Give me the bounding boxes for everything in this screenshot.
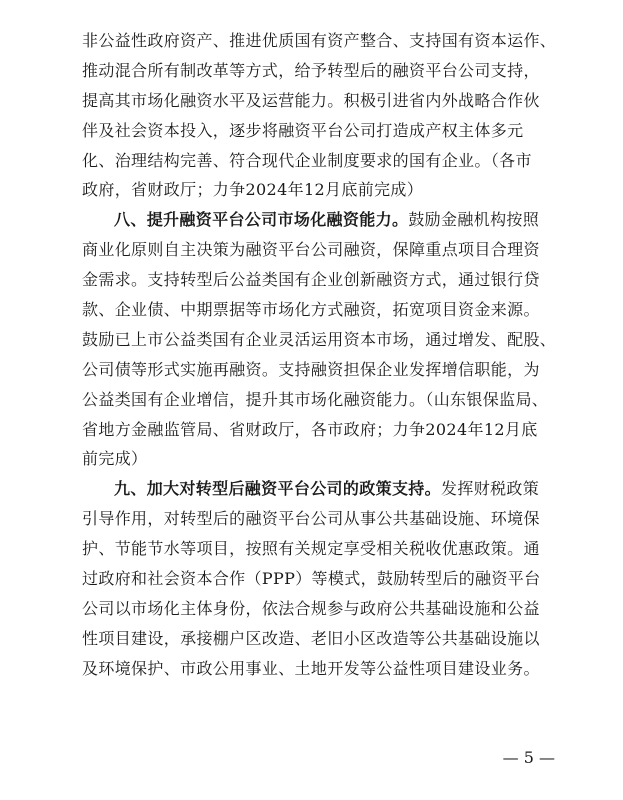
text-line: 引导作用，对转型后的融资平台公司从事公共基础设施、环境保 bbox=[82, 509, 540, 529]
section-9-first-line bbox=[82, 474, 542, 504]
text-line: 公益类国有企业增信，提升其市场化融资能力。（山东银保监局、 bbox=[82, 389, 549, 409]
text-line: 金需求。支持转型后公益类国有企业创新融资方式，通过银行贷 bbox=[82, 270, 540, 290]
text-line: 伴及社会资本投入，逐步将融资平台公司打造成产权主体多元 bbox=[82, 120, 524, 140]
text-span: 发挥财税政策 bbox=[441, 479, 540, 499]
text-line: 护、节能节水等项目，按照有关规定享受相关税收优惠政策。通 bbox=[82, 539, 540, 559]
text-line: 提高其市场化融资水平及运营能力。积极引进省内外战略合作伙 bbox=[82, 90, 540, 110]
document-page bbox=[82, 26, 557, 684]
text-line: 省地方金融监管局、省财政厅，各市政府；力争2024年12月底 bbox=[82, 419, 538, 439]
text-line: 过政府和社会资本合作（PPP）等模式，鼓励转型后的融资平台 bbox=[82, 569, 541, 589]
text-line: 推动混合所有制改革等方式，给予转型后的融资平台公司支持， bbox=[82, 60, 540, 80]
text-line: 款、企业债、中期票据等市场化方式融资，拓宽项目资金来源。 bbox=[82, 300, 540, 320]
text-line: 政府，省财政厅；力争2024年12月底前完成） bbox=[82, 180, 424, 200]
section-8-first-line bbox=[82, 205, 542, 235]
text-line: 非公益性政府资产、推进优质国有资产整合、支持国有资本运作、 bbox=[82, 31, 557, 50]
text-span: 鼓励金融机构按照 bbox=[408, 210, 540, 230]
text-line: 公司债等形式实施再融资。支持融资担保企业发挥增信职能，为 bbox=[82, 359, 540, 379]
text-line: 商业化原则自主决策为融资平台公司融资，保障重点项目合理资 bbox=[82, 240, 540, 260]
text-line: 性项目建设，承接棚户区改造、老旧小区改造等公共基础设施以 bbox=[82, 628, 540, 648]
section-8-heading: 八、提升融资平台公司市场化融资能力。 bbox=[114, 210, 409, 230]
text-line: 鼓励已上市公益类国有企业灵活运用资本市场，通过增发、配股、 bbox=[82, 329, 557, 349]
text-line: 公司以市场化主体身份，依法合规参与政府公共基础设施和公益 bbox=[82, 598, 540, 618]
text-line: 及环境保护、市政公用事业、土地开发等公益性项目建设业务。 bbox=[82, 658, 540, 678]
page-number: — 5 — bbox=[502, 748, 555, 767]
section-9-heading: 九、加大对转型后融资平台公司的政策支持。 bbox=[114, 479, 442, 499]
text-line: 化、治理结构完善、符合现代企业制度要求的国有企业。（各市 bbox=[82, 150, 532, 170]
text-line: 前完成） bbox=[82, 449, 148, 469]
